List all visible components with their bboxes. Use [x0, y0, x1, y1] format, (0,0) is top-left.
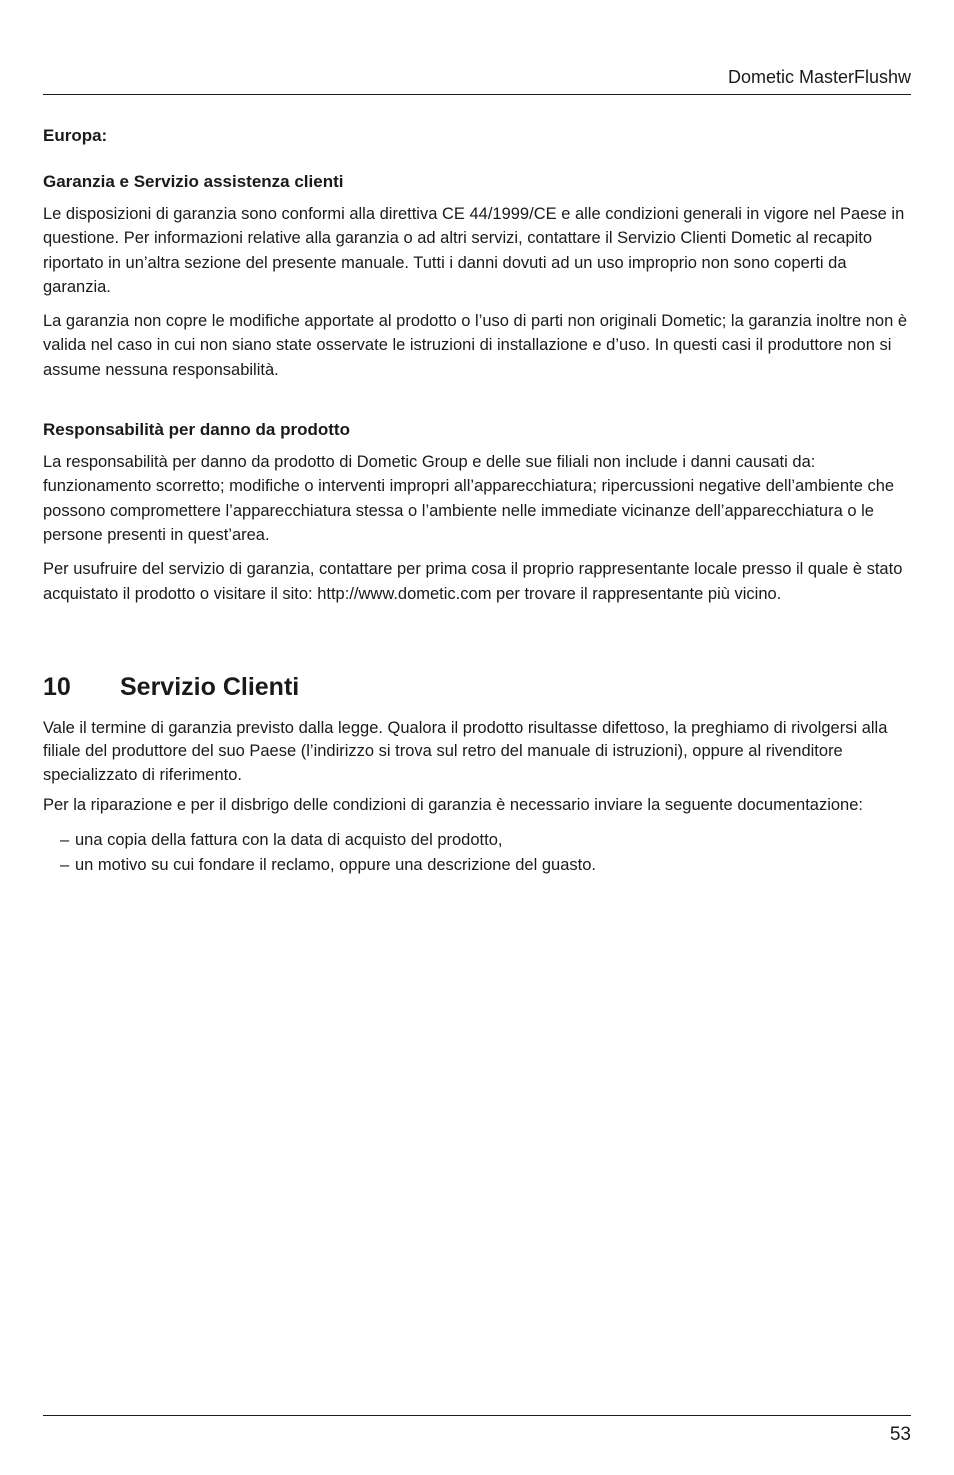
- list-dash: –: [60, 855, 70, 874]
- warranty-heading: Garanzia e Servizio assistenza clienti: [43, 172, 344, 191]
- warranty-paragraph: Le disposizioni di garanzia sono conformi alla direttiva CE 44/1999/CE e alle condizioni generali in vigore nel Paese in questione. Per informazioni relative alla garanzia o ad altri servizi, contattare il Servizio Clienti Dometic al recapito riportato in un’altra sezione del presente manuale. Tutti i danni dovuti ad un uso improprio non sono coperti da garanzia.: [43, 205, 905, 296]
- list-item: [43, 853, 911, 878]
- header-title: Dometic MasterFlushw: [727, 67, 911, 87]
- list-dash: –: [60, 830, 70, 849]
- liability-paragraph: Per usufruire del servizio di garanzia, contattare per prima cosa il proprio rappresentante locale presso il quale è stato acquistato il prodotto o visitare il sito: http://www.dometic.com per trovare il rappresentante più vicino.: [43, 560, 903, 603]
- chapter-number: 10: [43, 672, 71, 701]
- list-item-text: un motivo su cui fondare il reclamo, oppure una descrizione del guasto.: [75, 855, 596, 874]
- warranty-paragraph: La garanzia non copre le modifiche apportate al prodotto o l’uso di parti non originali Dometic; la garanzia inoltre non è valida nel caso in cui non siano state osservate le istruzioni di installazione e d’uso. In questi casi il produttore non si assume nessuna responsabilità.: [43, 312, 908, 379]
- liability-paragraph: La responsabilità per danno da prodotto di Dometic Group e delle sue filiali non include i danni causati da: funzionamento scorretto; modifiche o interventi impropri all’apparecchiatura; ripercussioni negative dell’ambiente che possono compromettere l’apparecchiatura stessa o l’ambiente nelle immediate vicinanze dell’apparecchiatura o le persone presenti in quest’area.: [43, 453, 895, 544]
- document-list: [43, 828, 911, 878]
- list-item: [43, 828, 911, 853]
- page-number: 53: [889, 1424, 911, 1445]
- page-content: [43, 124, 911, 878]
- chapter-title: Servizio Clienti: [120, 672, 300, 701]
- chapter-paragraph: Vale il termine di garanzia previsto dalla legge. Qualora il prodotto risultasse difettoso, la preghiamo di rivolgersi alla filiale del produttore del suo Paese (l’indirizzo si trova sul retro del manuale di istruzioni), oppure al rivenditore specializzato di riferimento.: [43, 718, 888, 784]
- liability-heading: Responsabilità per danno da prodotto: [43, 420, 350, 440]
- chapter-paragraph: Per la riparazione e per il disbrigo delle condizioni di garanzia è necessario inviare la seguente documentazione:: [43, 796, 863, 815]
- region-heading: Europa:: [43, 126, 108, 145]
- page-footer: [43, 1415, 911, 1445]
- page-header: [43, 64, 911, 95]
- list-item-text: una copia della fattura con la data di acquisto del prodotto,: [75, 830, 503, 849]
- chapter-heading: [43, 671, 911, 703]
